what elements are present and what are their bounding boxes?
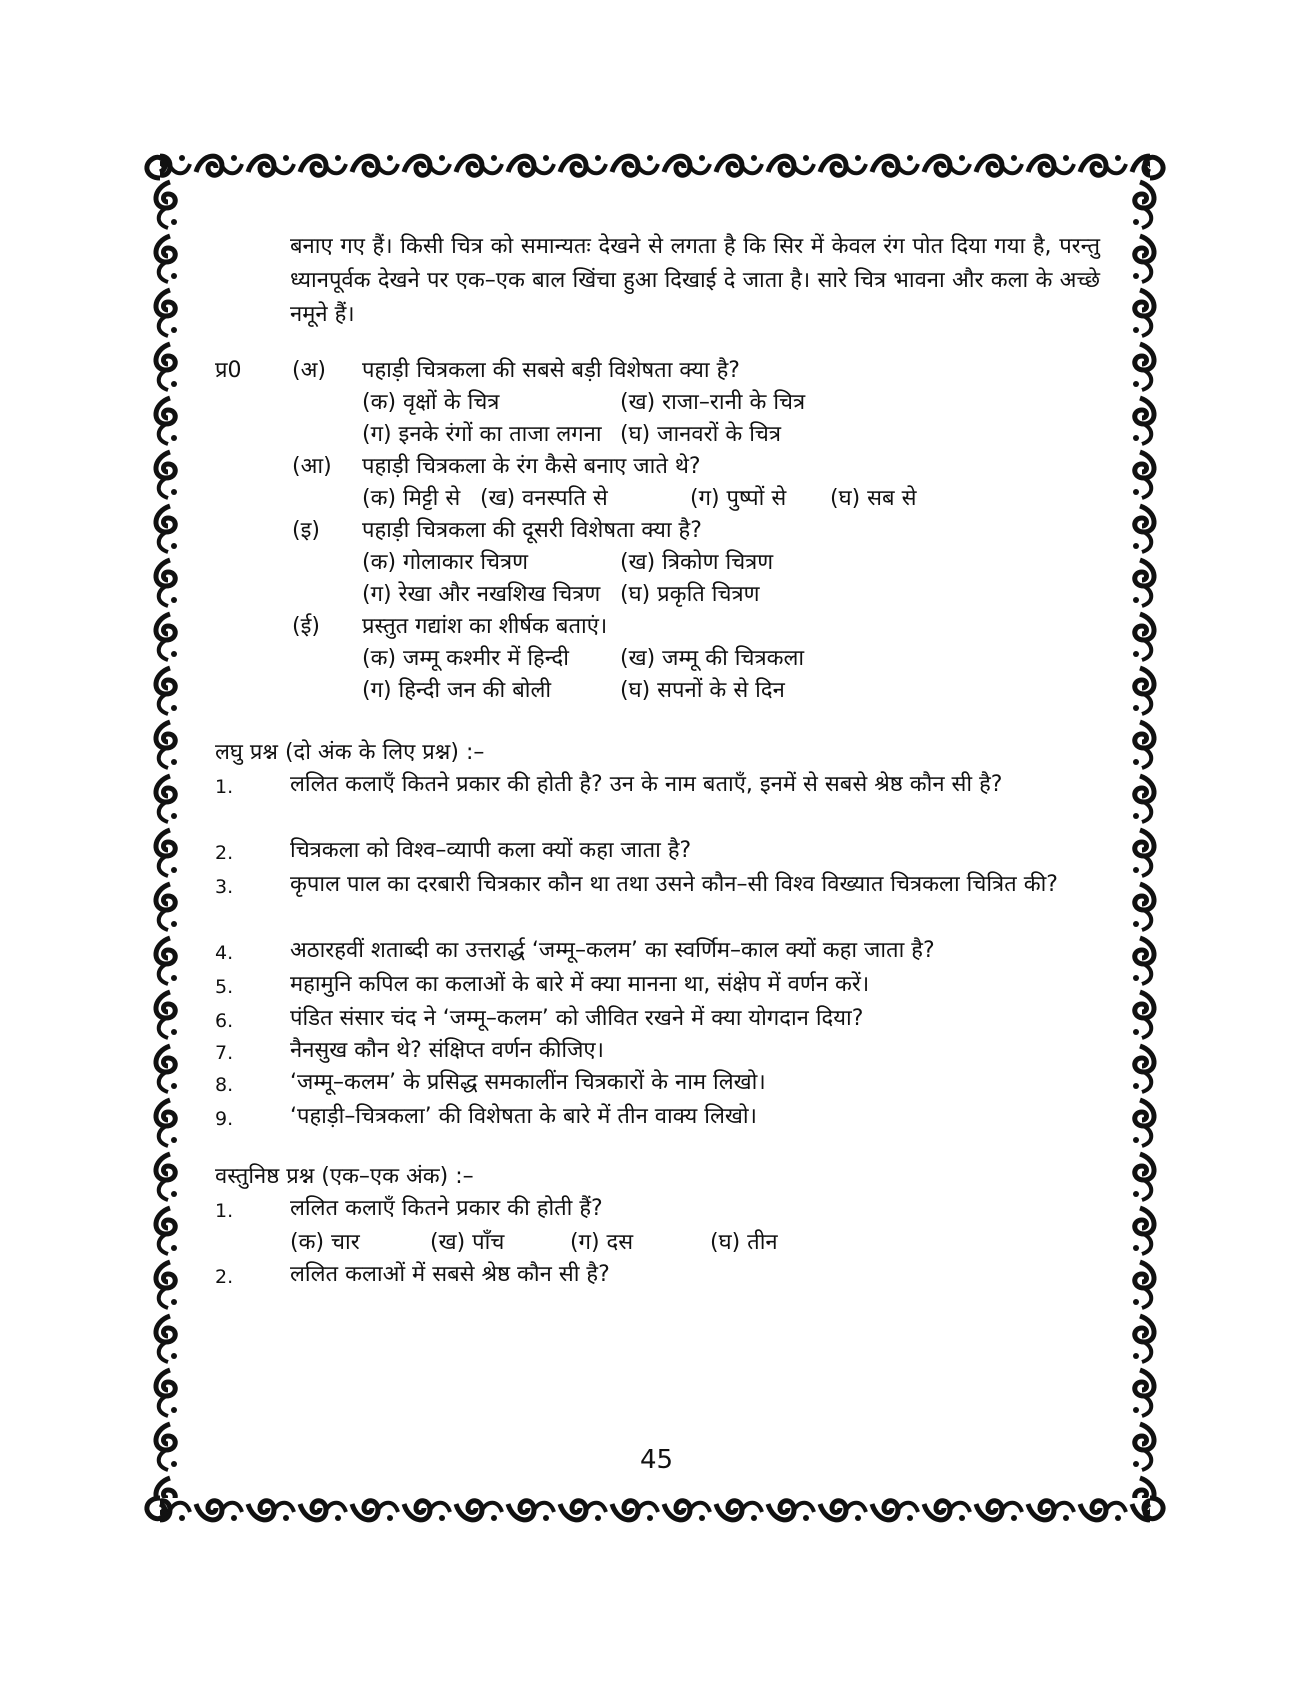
question-number: 2. [215, 1266, 234, 1288]
passage-text: बनाए गए हैं। किसी चित्र को समान्यतः देखने से लगता है कि सिर में केवल रंग पोत दिया गया है, परन्तु ध्यानपूर्वक देखने पर एक–एक बाल खिंचा हुआ दिखाई दे जाता है। सारे चित्र भावना और कला के अच्छे नमूने हैं। [290, 234, 1100, 327]
subquestion-text: पहाड़ी चित्रकला की दूसरी विशेषता क्या है? [362, 518, 702, 543]
option: (घ) जानवरों के चित्र [620, 422, 782, 447]
option: (ख) पाँच [430, 1230, 505, 1255]
question-text: ललित कलाएँ कितने प्रकार की होती है? उन के नाम बताएँ, इनमें से सबसे श्रेष्ठ कौन सी है? [290, 772, 1003, 797]
question-number: 3. [215, 876, 234, 898]
border-top-ornament [140, 138, 1170, 194]
border-left-ornament [140, 178, 192, 1498]
question-number: 1. [215, 776, 234, 798]
option: (ख) त्रिकोण चित्रण [620, 550, 774, 575]
subquestion-text: पहाड़ी चित्रकला की सबसे बड़ी विशेषता क्या है? [362, 358, 740, 383]
section-heading: वस्तुनिष्ठ प्रश्न (एक–एक अंक) :– [215, 1164, 474, 1189]
question-number: 6. [215, 1010, 234, 1032]
subquestion-text: पहाड़ी चित्रकला के रंग कैसे बनाए जाते थे? [362, 454, 701, 479]
subquestion-mark: (आ) [292, 454, 332, 479]
question-number: 7. [215, 1042, 234, 1064]
subquestion-text: प्रस्तुत गद्यांश का शीर्षक बताएं। [362, 614, 608, 639]
subquestion-mark: (इ) [292, 518, 320, 543]
option: (ग) हिन्दी जन की बोली [362, 678, 552, 703]
question-text: महामुनि कपिल का कलाओं के बारे में क्या मानना था, संक्षेप में वर्णन करें। [290, 972, 870, 997]
question-number: 1. [215, 1200, 234, 1222]
option: (क) मिट्टी से [362, 486, 461, 511]
question-text: अठारहवीं शताब्दी का उत्तरार्द्ध ‘जम्मू–कलम’ का स्वर्णिम–काल क्यों कहा जाता है? [290, 938, 935, 963]
option: (घ) सपनों के से दिन [620, 678, 785, 703]
option: (ख) वनस्पति से [480, 486, 608, 511]
question-text: चित्रकला को विश्व–व्यापी कला क्यों कहा जाता है? [290, 838, 692, 863]
question-text: ‘पहाड़ी–चित्रकला’ की विशेषता के बारे में तीन वाक्य लिखो। [290, 1104, 757, 1129]
question-number: 4. [215, 942, 234, 964]
option: (ग) रेखा और नखशिख चित्रण [362, 582, 601, 607]
question-number: 5. [215, 976, 234, 998]
border-bottom-ornament [140, 1482, 1170, 1538]
question-text: कृपाल पाल का दरबारी चित्रकार कौन था तथा उसने कौन–सी विश्व विख्यात चित्रकला चित्रित की? [290, 872, 1058, 897]
option: (ग) दस [570, 1230, 634, 1255]
question-text: ललित कलाएँ कितने प्रकार की होती हैं? [290, 1196, 603, 1221]
option: (क) चार [290, 1230, 360, 1255]
option: (ख) राजा–रानी के चित्र [620, 390, 806, 415]
option: (ख) जम्मू की चित्रकला [620, 646, 805, 671]
border-right-ornament [1118, 178, 1170, 1498]
option: (क) गोलाकार चित्रण [362, 550, 529, 575]
page-number: 45 [639, 1445, 674, 1475]
subquestion-mark: (ई) [292, 614, 320, 639]
section-heading: लघु प्रश्न (दो अंक के लिए प्रश्न) :– [215, 740, 485, 765]
option: (ग) पुष्पों से [690, 486, 787, 511]
option: (घ) प्रकृति चित्रण [620, 582, 760, 607]
question-text: ललित कलाओं में सबसे श्रेष्ठ कौन सी है? [290, 1262, 610, 1287]
question-text: ‘जम्मू–कलम’ के प्रसिद्ध समकालींन चित्रकारों के नाम लिखो। [290, 1070, 766, 1095]
option: (ग) इनके रंगों का ताजा लगना [362, 422, 602, 447]
question-number: 9. [215, 1108, 234, 1130]
option: (क) वृक्षों के चित्र [362, 390, 500, 415]
question-prefix: प्र0 [215, 358, 242, 383]
question-text: नैनसुख कौन थे? संक्षिप्त वर्णन कीजिए। [290, 1038, 604, 1063]
question-text: पंडित संसार चंद ने ‘जम्मू–कलम’ को जीवित रखने में क्या योगदान दिया? [290, 1006, 864, 1031]
option: (घ) सब से [830, 486, 917, 511]
option: (क) जम्मू कश्मीर में हिन्दी [362, 646, 569, 671]
option: (घ) तीन [710, 1230, 778, 1255]
subquestion-mark: (अ) [292, 358, 326, 383]
question-number: 8. [215, 1074, 234, 1096]
question-number: 2. [215, 842, 234, 864]
